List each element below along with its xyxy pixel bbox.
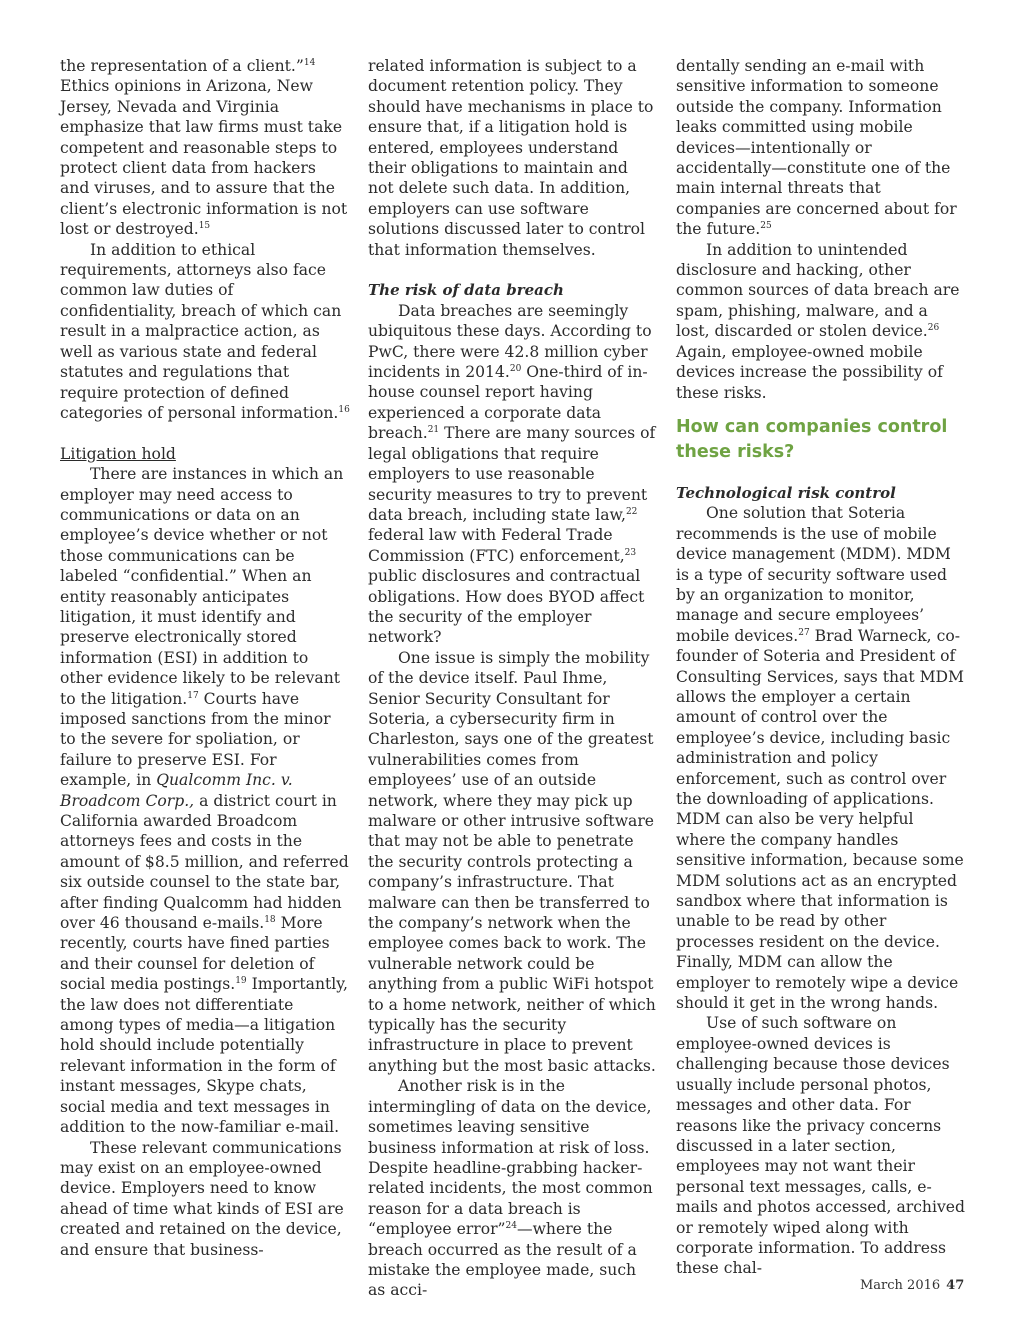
paragraph: One solution that Soteria recommends is the use of mobile device management (MDM). MDM is a type of security software used by an organization to monitor, manage and secure employees’ mobile devices.$^{27}$ Brad Warneck, co-founder of Soteria and President of Consulting Services, says that MDM allows the employer a certain amount of control over the employee’s device, including basic administration and policy enforcement, such as control over the downloading of applications. MDM can also be very helpful where the company handles sensitive information, because some MDM solutions act as an encrypted sandbox where that information is unable to be read by other processes resident on the device. Finally, MDM can allow the employer to remotely wipe a device should it get in the wrong hands.	[676, 504, 965, 1013]
paragraph: One issue is simply the mobility of the device itself. Paul Ihme, Senior Security Consultant for Soteria, a cybersecurity firm in Charleston, says one of the greatest vulnerabilities comes from employees’ use of an outside network, where they may pick up malware or other intrusive software that may not be able to penetrate the security controls protecting a company’s infrastructure. That malware can then be transferred to the company’s network when the employee comes back to work. The vulnerable network could be anything from a public WiFi hotspot to a home network, neither of which typically has the security infrastructure in place to prevent anything but the most basic attacks.	[368, 648, 656, 1075]
issue-date: March 2016	[860, 1278, 941, 1293]
footnote-ref: 17	[187, 690, 199, 701]
footnote-ref: 15	[198, 221, 211, 232]
subheading-litigation-hold: Litigation hold	[60, 444, 176, 463]
footnote-ref: 25	[760, 221, 772, 232]
paragraph: These relevant communications may exist on an employee-owned device. Employers need to know ahead of time what kinds of ESI are created and retained on the device, and ensure that business-	[60, 1138, 344, 1259]
paragraph: In addition to unintended disclosure and hacking, other common sources of data breach are spam, phishing, malware, and a lost, discarded or stolen device.$^{26}$ Again, employee-owned mobile devices increase the possibility of these risks.	[676, 240, 960, 402]
case-citation: Qualcomm Inc. v. Broadcom Corp.,	[60, 771, 293, 810]
footnote-ref: 24	[505, 1221, 517, 1232]
footnote-ref: 18	[264, 915, 276, 926]
article-column-1	[60, 56, 350, 1260]
subheading-technological-risk-control: Technological risk control	[676, 483, 896, 502]
paragraph: Use of such software on employee-owned devices is challenging because those devices usually include personal photos, messages and other data. For reasons like the privacy concerns discussed in a later section, employees may not want their personal text messages, calls, e-mails and photos accessed, archived or remotely wiped along with corporate information. To address these chal-	[676, 1014, 965, 1278]
footnote-ref: 22	[625, 506, 638, 517]
article-column-2	[368, 56, 658, 1301]
footnote-ref: 20	[509, 364, 522, 375]
page-number: 47	[946, 1278, 965, 1293]
paragraph: In addition to ethical requirements, attorneys also face common law duties of confidentiality, breach of which can result in a malpractice action, as well as various state and federal statutes and regulations that require protection of defined categories of personal information.$^{16}$	[60, 240, 350, 422]
paragraph: There are instances in which an employer may need access to communications or data on an employee’s device whether or not those communications can be labeled “confidential.” When an entity reasonably anticipates litigation, it must identify and preserve electronically stored information (ESI) in addition to other evidence likely to be relevant to the litigation.$^{17}$ Courts have imposed sanctions from the minor to the severe for spoliation, or failure to preserve ESI. For example, in Qualcomm Inc. v. Broadcom Corp., a district court in California awarded Broadcom attorneys fees and costs in the amount of $8.5 million, and referred six outside counsel to the state bar, after finding Qualcomm had hidden over 46 thousand e-mails.$^{18}$ More recently, courts have fined parties and their counsel for deletion of social media postings.$^{19}$ Importantly, the law does not differentiate among types of media—a litigation hold should include potentially relevant information in the form of instant messages, Skype chats, social media and text messages in addition to the now-familiar e-mail.	[60, 465, 349, 1137]
paragraph: Another risk is in the intermingling of data on the device, sometimes leaving sensitive business information at risk of loss. Despite headline-grabbing hacker-related incidents, the most common reason for a data breach is “employee error”$^{24}$—where the breach occurred as the result of a mistake the employee made, such as acci-	[368, 1077, 653, 1300]
page-footer	[860, 1278, 964, 1293]
footnote-ref: 21	[427, 425, 440, 436]
article-column-3	[676, 56, 966, 1279]
paragraph: related information is subject to a document retention policy. They should have mechanisms in place to ensure that, if a litigation hold is entered, employees understand their obligations to maintain and not delete such data. In addition, employers can use software solutions discussed later to control that information themselves.	[368, 57, 654, 259]
footnote-ref: 27	[798, 627, 810, 638]
footnote-ref: 14	[303, 58, 316, 68]
paragraph: Data breaches are seemingly ubiquitous these days. According to PwC, there were 42.8 million cyber incidents in 2014.20 One-third of in-house counsel report having experienced a corporate data breach.$^{21}$ There are many sources of legal obligations that require employers to use reasonable security measures to try to prevent data breach, including state law,$^{22}$ federal law with Federal Trade Commission (FTC) enforcement,$^{23}$ public disclosures and contractual obligations. How does BYOD affect the security of the employer network?	[368, 301, 656, 647]
subheading-risk-of-data-breach: The risk of data breach	[368, 281, 564, 300]
footnote-ref: 23	[624, 547, 637, 558]
footnote-ref: 16	[338, 404, 350, 415]
section-heading: How can companies control these risks?	[676, 416, 948, 462]
footnote-ref: 26	[927, 323, 940, 334]
footnote-ref: 19	[235, 976, 247, 987]
paragraph: the representation of a client.”$^{14}$ Ethics opinions in Arizona, New Jersey, Nevada and Virginia emphasize that law firms must take competent and reasonable steps to protect client data from hackers and viruses, and to assure that the client’s electronic information is not lost or destroyed.$^{15}$	[60, 57, 348, 239]
paragraph: dentally sending an e-mail with sensitive information to someone outside the company. Information leaks committed using mobile devices—intentionally or accidentally—constitute one of the main internal threats that companies are concerned about for the future.$^{25}$	[676, 57, 957, 239]
